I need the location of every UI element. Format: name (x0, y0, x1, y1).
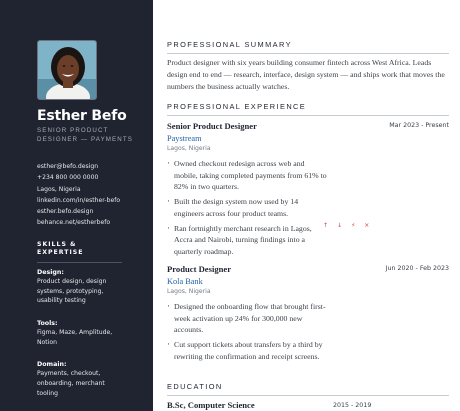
contact-website[interactable]: esther.befo.design (37, 208, 94, 216)
contact-email[interactable]: esther@befo.design (37, 163, 99, 170)
skills-heading: SKILLS & EXPERTISE (37, 241, 122, 263)
bullet-list (167, 301, 452, 363)
summary-text: Product designer with six years building consumer fintech across West Africa. Leads design end to end — research, interface, design system — and ships work that moves the numbers the business actually watches. (167, 58, 445, 92)
move-down-icon[interactable]: ↓ (337, 222, 343, 229)
job-dates: Mar 2023 - Present (389, 122, 449, 129)
bullet-item: · Built the design system now used by 14 engineers across four product teams. (167, 196, 327, 219)
resume-main (167, 0, 455, 411)
company-link[interactable]: Kola Bank (167, 277, 203, 286)
skill-items: Payments, checkout, onboarding, merchant tooling (37, 370, 105, 397)
avatar (37, 40, 97, 100)
job-entry (167, 121, 452, 258)
contact-phone[interactable]: +234 800 000 0000 (37, 174, 99, 182)
contact-list (37, 161, 153, 229)
skill-group (37, 360, 153, 398)
skill-label: Design: (37, 268, 64, 276)
bullet-item: · Designed the onboarding flow that brought first-week activation up 24% for 300,000 new accounts. (167, 301, 327, 336)
experience-heading: PROFESSIONAL EXPERIENCE (167, 102, 449, 116)
profile-name: Esther Befo (37, 108, 127, 124)
profile-title: SENIOR PRODUCT DESIGNER — PAYMENTS (37, 127, 133, 143)
education-degree: B.Sc, Computer Science (167, 400, 255, 410)
contact-location: Lagos, Nigeria (37, 185, 81, 193)
contact-behance[interactable]: behance.net/estherbefo (37, 219, 111, 227)
job-title: Product Designer (167, 264, 232, 274)
bullet-item: · Ran fortnightly merchant research in Lagos, Accra and Nairobi, turning findings into a quarterly roadmap. (167, 223, 327, 258)
move-up-icon[interactable]: ↑ (323, 222, 329, 229)
bullet-list (167, 158, 452, 258)
summary-heading: PROFESSIONAL SUMMARY (167, 40, 449, 54)
avatar-image (38, 41, 97, 100)
lightning-icon[interactable]: ⚡ (351, 222, 356, 229)
company-link[interactable]: Paystream (167, 134, 202, 143)
skill-items: Figma, Maze, Amplitude, Notion (37, 329, 113, 346)
skill-group (37, 319, 153, 347)
skill-items: Product design, design systems, prototyping, usability testing (37, 277, 107, 305)
bullet-item: · Cut support tickets about transfers by a third by rewriting the confirmation and receipt screens. (167, 339, 327, 362)
bullet-item: · Owned checkout redesign across web and mobile, taking completed payments from 61% to 82% in two quarters. (167, 158, 327, 193)
skill-group (37, 268, 153, 306)
job-title: Senior Product Designer (167, 121, 257, 131)
remove-icon[interactable]: × (364, 222, 370, 229)
job-dates: Jun 2020 - Feb 2023 (385, 265, 449, 272)
skill-label: Domain: (37, 361, 67, 369)
job-location: Lagos, Nigeria (167, 288, 211, 295)
education-dates: 2015 - 2019 (333, 402, 372, 409)
bullet-actions (323, 222, 369, 229)
contact-linkedin[interactable]: linkedin.com/in/esther-befo (37, 196, 121, 204)
job-location: Lagos, Nigeria (167, 145, 211, 152)
education-heading: EDUCATION (167, 382, 449, 396)
skill-label: Tools: (37, 320, 58, 328)
sidebar (0, 0, 153, 411)
job-entry (167, 264, 452, 363)
